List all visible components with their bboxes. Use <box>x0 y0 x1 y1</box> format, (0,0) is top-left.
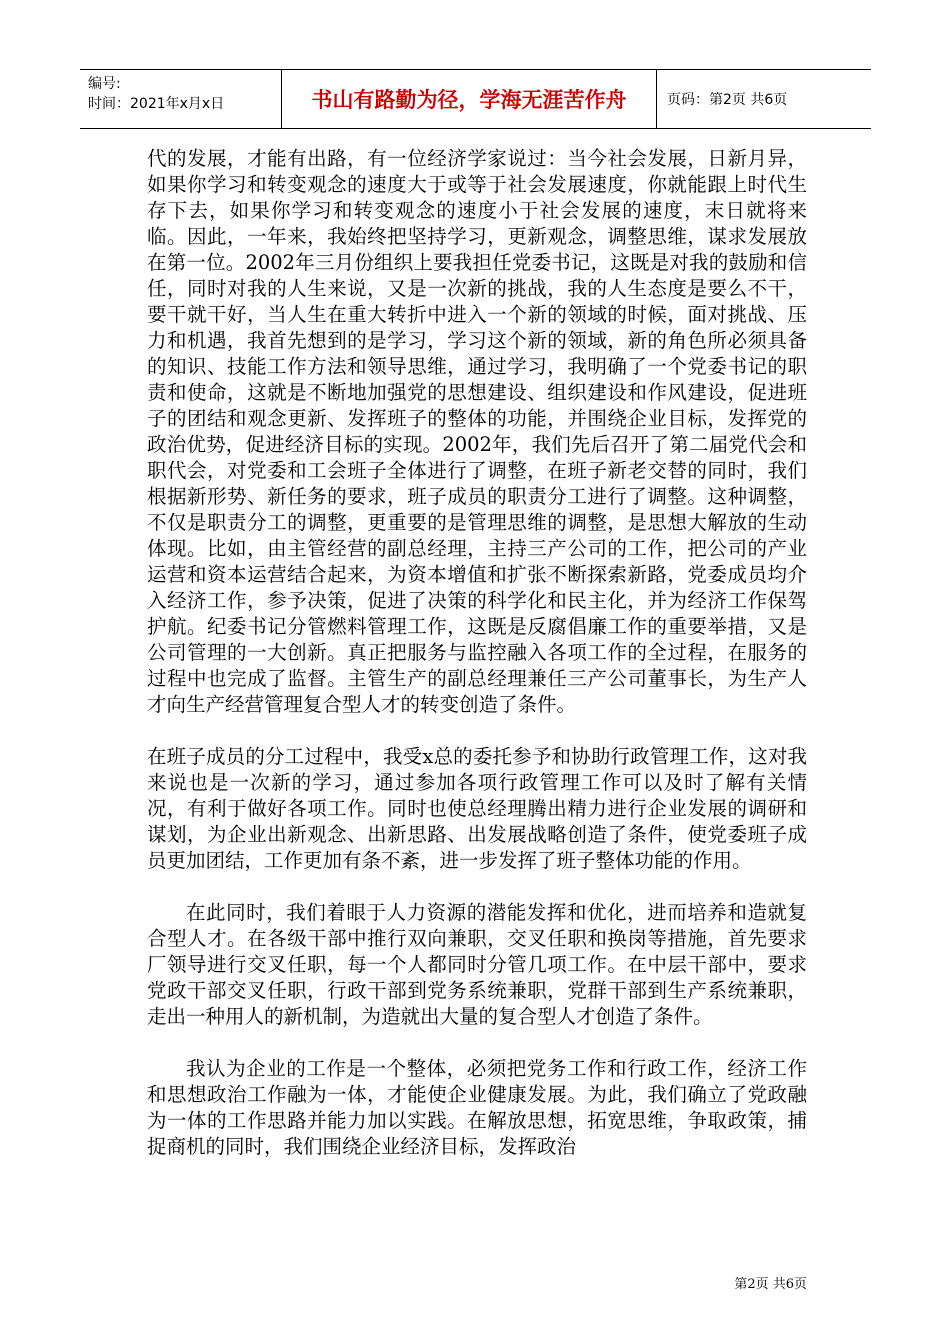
document-body <box>147 146 807 1160</box>
page-header <box>80 69 871 129</box>
header-page-number: 页码：第2页 共6页 <box>667 92 788 108</box>
paragraph: 我认为企业的工作是一个整体，必须把党务工作和行政工作，经济工作和思想政治工作融为一体，才能使企业健康发展。为此，我们确立了党政融为一体的工作思路并能力加以实践。在解放思想，拓宽思维，争取政策，捕捉商机的同时，我们围绕企业经济目标，发挥政治 <box>147 1057 807 1158</box>
paragraph: 在班子成员的分工过程中，我受x总的委托参予和协助行政管理工作，这对我来说也是一次新的学习，通过参加各项行政管理工作可以及时了解有关情况，有利于做好各项工作。同时也使总经理腾出精力进行企业发展的调研和谋划，为企业出新观念、出新思路、出发展战略创造了条件，使党委班子成员更加团结，工作更加有条不紊，进一步发挥了班子整体功能的作用。 <box>147 745 807 872</box>
document-date: 时间：2021年x月x日 <box>88 96 225 112</box>
header-meta <box>80 70 282 128</box>
header-slogan: 书山有路勤为径，学海无涯苦作舟 <box>282 70 657 128</box>
paragraph: 在此同时，我们着眼于人力资源的潜能发挥和优化，进而培养和造就复合型人才。在各级干部中推行双向兼职，交叉任职和换岗等措施，首先要求厂领导进行交叉任职，每一个人都同时分管几项工作。在中层干部中，要求党政干部交叉任职，行政干部到党务系统兼职，党群干部到生产系统兼职，走出一种用人的新机制，为造就出大量的复合型人才创造了条件。 <box>147 901 807 1028</box>
page-footer: 第2页 共6页 <box>734 1277 807 1292</box>
document-number-label: 编号: <box>88 76 121 92</box>
paragraph: 代的发展，才能有出路，有一位经济学家说过：当今社会发展，日新月异，如果你学习和转变观念的速度大于或等于社会发展速度，你就能跟上时代生存下去，如果你学习和转变观念的速度小于社会发展的速度，末日就将来临。因此，一年来，我始终把坚持学习，更新观念，调整思维，谋求发展放在第一位。2002年三月份组织上要我担任党委书记，这既是对我的鼓励和信任，同时对我的人生来说，又是一次新的挑战，我的人生态度是要么不干，要干就干好，当人生在重大转折中进入一个新的领域的时候，面对挑战、压力和机遇，我首先想到的是学习，学习这个新的领域，新的角色所必须具备的知识、技能工作方法和领导思维，通过学习，我明确了一个党委书记的职责和使命，这就是不断地加强党的思想建设、组织建设和作风建设，促进班子的团结和观念更新、发挥班子的整体的功能，并围绕企业目标，发挥党的政治优势，促进经济目标的实现。2002年，我们先后召开了第二届党代会和职代会，对党委和工会班子全体进行了调整，在班子新老交替的同时，我们根据新形势、新任务的要求，班子成员的职责分工进行了调整。这种调整，不仅是职责分工的调整，更重要的是管理思维的调整，是思想大解放的生动体现。比如，由主管经营的副总经理，主持三产公司的工作，把公司的产业运营和资本运营结合起来，为资本增值和扩张不断探索新路，党委成员均介入经济工作，参予决策，促进了决策的科学化和民主化，并为经济工作保驾护航。纪委书记分管燃料管理工作，这既是反腐倡廉工作的重要举措，又是公司管理的一大创新。真正把服务与监控融入各项工作的全过程，在服务的过程中也完成了监督。主管生产的副总经理兼任三产公司董事长，为生产人才向生产经营管理复合型人才的转变创造了条件。 <box>147 147 807 716</box>
